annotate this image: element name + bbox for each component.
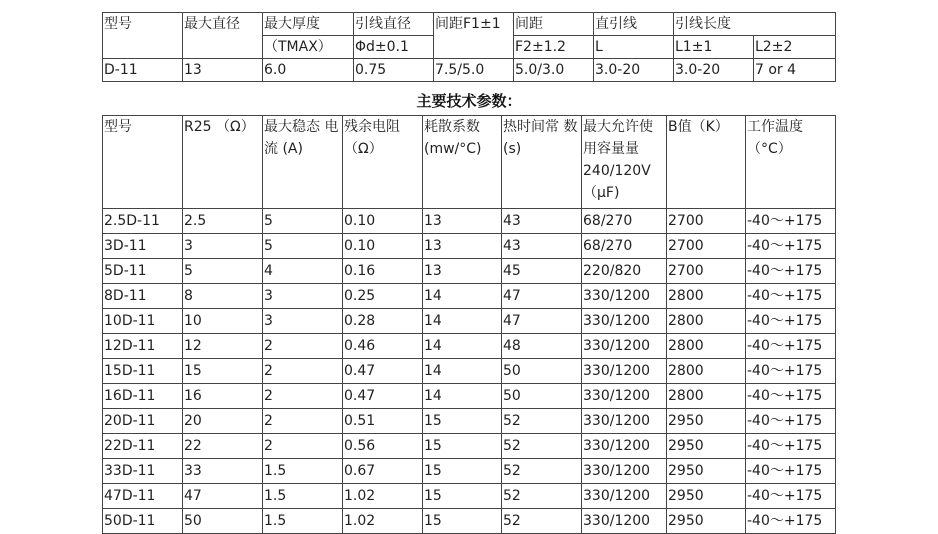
table-cell: 330/1200 (582, 434, 667, 459)
header-dissipation-factor: 耗散系数 (mw/°C) (423, 116, 502, 209)
table-cell: 22D-11 (103, 434, 183, 459)
table-cell: 2700 (667, 234, 746, 259)
table-cell: -40～+175 (746, 284, 836, 309)
table-cell: -40～+175 (746, 509, 836, 534)
table-cell: 2 (263, 334, 343, 359)
table-cell: 52 (502, 509, 582, 534)
table-cell: 7 or 4 (754, 59, 836, 82)
header-l2: L2±2 (754, 36, 836, 59)
table-row (103, 384, 836, 409)
table-cell: 13 (423, 259, 502, 284)
header-thermal-time-constant: 热时间常 数 (s) (502, 116, 582, 209)
header-spacing-f2: 间距 (514, 13, 594, 36)
header-lead-diameter-sub: Φd±0.1 (354, 36, 434, 59)
dimensions-table (102, 12, 836, 82)
table-cell: 3.0-20 (594, 59, 674, 82)
table-cell: 50D-11 (103, 509, 183, 534)
table-cell: 8 (183, 284, 263, 309)
table-cell: 0.47 (343, 384, 423, 409)
table-cell: 330/1200 (582, 484, 667, 509)
table-cell: -40～+175 (746, 309, 836, 334)
table-cell: 16D-11 (103, 384, 183, 409)
table-row (103, 284, 836, 309)
table-cell: 22 (183, 434, 263, 459)
table-cell: 0.10 (343, 209, 423, 234)
table-row (103, 334, 836, 359)
header-straight-lead-sub: L (594, 36, 674, 59)
table-cell: 3D-11 (103, 234, 183, 259)
header-lead-length: 引线长度 (674, 13, 836, 36)
table-cell: 14 (423, 384, 502, 409)
table-cell: 2950 (667, 459, 746, 484)
table-cell: -40～+175 (746, 459, 836, 484)
table-cell: 2 (263, 359, 343, 384)
table-cell: 0.47 (343, 359, 423, 384)
header-r25: R25 （Ω） (183, 116, 263, 209)
table-cell: 5D-11 (103, 259, 183, 284)
header-model: 型号 (103, 116, 183, 209)
table-cell: 52 (502, 484, 582, 509)
header-max-thickness-sub: （TMAX） (263, 36, 354, 59)
table-cell: 330/1200 (582, 409, 667, 434)
table-row (103, 509, 836, 534)
table-cell: 14 (423, 359, 502, 384)
header-l1: L1±1 (674, 36, 754, 59)
table-row (103, 309, 836, 334)
header-spacing-f2-sub: F2±1.2 (514, 36, 594, 59)
params-header-row (103, 116, 836, 209)
table-cell: 13 (183, 59, 263, 82)
table-cell: 15D-11 (103, 359, 183, 384)
table-cell: 0.56 (343, 434, 423, 459)
table-cell: 2.5D-11 (103, 209, 183, 234)
table-cell: 2950 (667, 484, 746, 509)
table-cell: 43 (502, 234, 582, 259)
header-residual-resistance: 残余电阻 （Ω） (343, 116, 423, 209)
table-cell: 15 (183, 359, 263, 384)
params-body (103, 209, 836, 534)
table-cell: 15 (423, 509, 502, 534)
table-cell: 20 (183, 409, 263, 434)
table-cell: 47 (502, 284, 582, 309)
table-cell: 1.5 (263, 459, 343, 484)
table-row (103, 484, 836, 509)
table-cell: 2950 (667, 509, 746, 534)
table-row (103, 209, 836, 234)
header-operating-temp: 工作温度 （°C） (746, 116, 836, 209)
table-cell: 0.28 (343, 309, 423, 334)
table-cell: 13 (423, 234, 502, 259)
table-cell: 14 (423, 284, 502, 309)
table-cell: 48 (502, 334, 582, 359)
table-cell: 0.75 (354, 59, 434, 82)
table-cell: 50 (502, 359, 582, 384)
dims-header-row-1 (103, 13, 836, 36)
table-cell: 330/1200 (582, 459, 667, 484)
table-cell: 330/1200 (582, 509, 667, 534)
header-straight-lead: 直引线 (594, 13, 674, 36)
table-cell: 5 (263, 209, 343, 234)
table-cell: 15 (423, 484, 502, 509)
header-max-current: 最大稳态 电流 (A) (263, 116, 343, 209)
table-cell: D-11 (103, 59, 183, 82)
table-cell: -40～+175 (746, 434, 836, 459)
table-cell: 2800 (667, 284, 746, 309)
table-cell: 43 (502, 209, 582, 234)
table-cell: 5 (263, 234, 343, 259)
table-cell: -40～+175 (746, 359, 836, 384)
table-cell: 14 (423, 309, 502, 334)
table-cell: 0.25 (343, 284, 423, 309)
table-cell: 6.0 (263, 59, 354, 82)
table-cell: 33D-11 (103, 459, 183, 484)
table-row (103, 234, 836, 259)
table-cell: 2.5 (183, 209, 263, 234)
table-cell: 2 (263, 434, 343, 459)
table-cell: 3.0-20 (674, 59, 754, 82)
table-cell: -40～+175 (746, 484, 836, 509)
table-cell: 220/820 (582, 259, 667, 284)
table-row (103, 359, 836, 384)
table-cell: 15 (423, 459, 502, 484)
table-cell: 2800 (667, 309, 746, 334)
table-cell: 52 (502, 409, 582, 434)
table-cell: 47 (183, 484, 263, 509)
table-cell: -40～+175 (746, 209, 836, 234)
table-cell: 330/1200 (582, 284, 667, 309)
table-cell: 8D-11 (103, 284, 183, 309)
table-cell: 45 (502, 259, 582, 284)
table-cell: 16 (183, 384, 263, 409)
dims-data-row (103, 59, 836, 82)
table-cell: 2800 (667, 384, 746, 409)
params-heading: 主要技术参数： (416, 92, 522, 110)
table-cell: 47 (502, 309, 582, 334)
table-cell: 52 (502, 434, 582, 459)
table-cell: -40～+175 (746, 384, 836, 409)
header-b-value: B值（K） (667, 116, 746, 209)
table-cell: 7.5/5.0 (434, 59, 514, 82)
header-max-capacitance: 最大允许使 用容量量 240/120V （μF) (582, 116, 667, 209)
table-cell: 2950 (667, 434, 746, 459)
table-cell: 50 (183, 509, 263, 534)
table-cell: 2700 (667, 209, 746, 234)
table-row (103, 259, 836, 284)
header-max-diameter: 最大直径 (183, 13, 263, 59)
table-cell: 3 (183, 234, 263, 259)
table-cell: 330/1200 (582, 334, 667, 359)
table-cell: -40～+175 (746, 259, 836, 284)
table-cell: 12 (183, 334, 263, 359)
table-cell: 2700 (667, 259, 746, 284)
table-cell: 1.02 (343, 484, 423, 509)
table-cell: 1.02 (343, 509, 423, 534)
table-cell: 68/270 (582, 209, 667, 234)
header-max-thickness: 最大厚度 (263, 13, 354, 36)
header-lead-diameter: 引线直径 (354, 13, 434, 36)
table-cell: -40～+175 (746, 334, 836, 359)
table-cell: 1.5 (263, 509, 343, 534)
table-cell: 0.46 (343, 334, 423, 359)
table-cell: 2 (263, 409, 343, 434)
table-row (103, 434, 836, 459)
header-model: 型号 (103, 13, 183, 59)
table-row (103, 459, 836, 484)
table-cell: 3 (263, 309, 343, 334)
table-cell: 1.5 (263, 484, 343, 509)
table-cell: 2950 (667, 409, 746, 434)
table-cell: 68/270 (582, 234, 667, 259)
table-cell: 10 (183, 309, 263, 334)
table-cell: 14 (423, 334, 502, 359)
table-cell: 0.67 (343, 459, 423, 484)
table-cell: 2 (263, 384, 343, 409)
table-cell: -40～+175 (746, 409, 836, 434)
table-cell: 33 (183, 459, 263, 484)
table-cell: 52 (502, 459, 582, 484)
table-cell: 0.51 (343, 409, 423, 434)
table-cell: 3 (263, 284, 343, 309)
table-cell: 2800 (667, 359, 746, 384)
table-cell: 5.0/3.0 (514, 59, 594, 82)
table-cell: 330/1200 (582, 384, 667, 409)
table-cell: 2800 (667, 334, 746, 359)
table-cell: 13 (423, 209, 502, 234)
table-cell: 330/1200 (582, 359, 667, 384)
table-cell: 330/1200 (582, 309, 667, 334)
table-cell: 0.10 (343, 234, 423, 259)
table-row (103, 409, 836, 434)
table-cell: 5 (183, 259, 263, 284)
params-table (102, 115, 836, 534)
table-cell: 47D-11 (103, 484, 183, 509)
table-cell: 10D-11 (103, 309, 183, 334)
table-cell: 15 (423, 434, 502, 459)
table-cell: 0.16 (343, 259, 423, 284)
table-cell: 12D-11 (103, 334, 183, 359)
table-cell: 15 (423, 409, 502, 434)
table-cell: -40～+175 (746, 234, 836, 259)
table-cell: 4 (263, 259, 343, 284)
table-cell: 50 (502, 384, 582, 409)
table-cell: 20D-11 (103, 409, 183, 434)
header-spacing-f1: 间距F1±1 (434, 13, 514, 59)
